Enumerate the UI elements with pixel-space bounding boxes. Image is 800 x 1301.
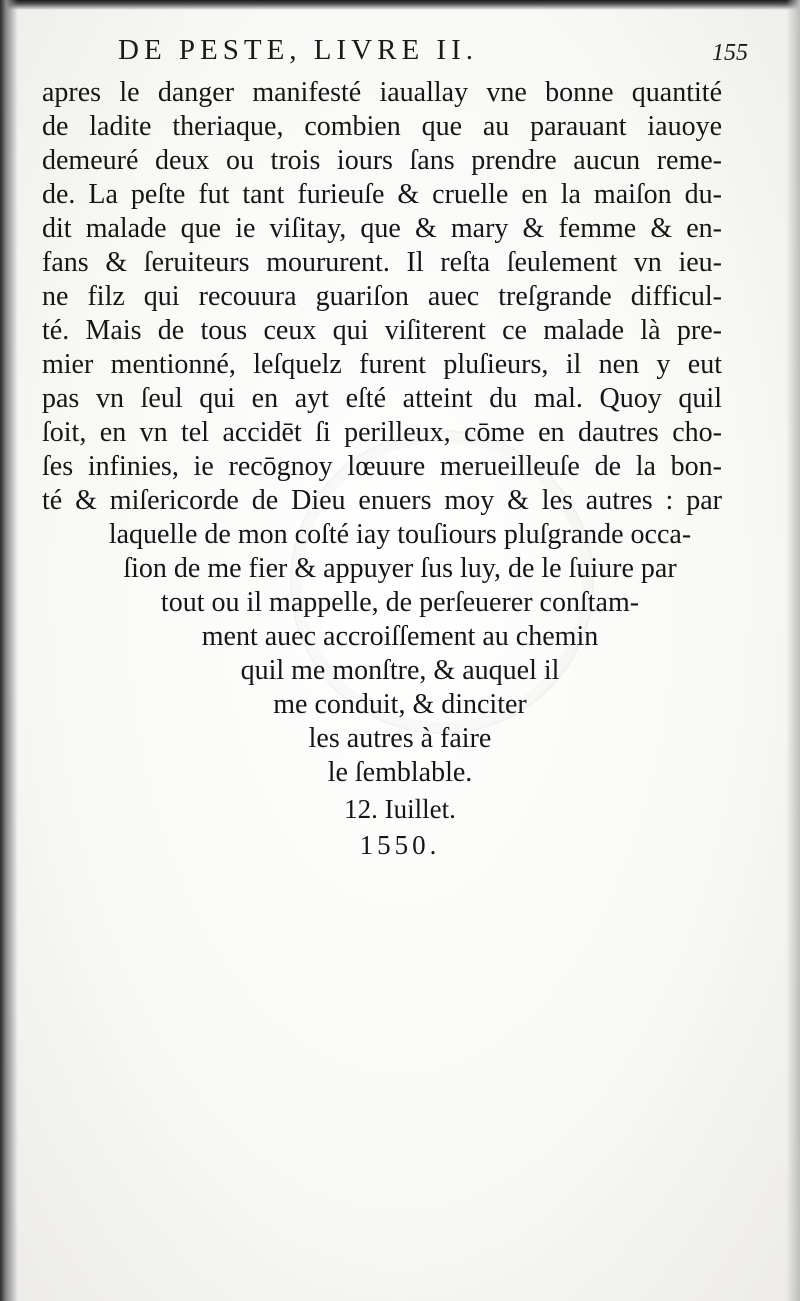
text-line-tapered: laquelle de mon coſté iay touſiours pluſgrande occa- [108,519,692,550]
text-line: pas vn ſeul qui en ayt eſté atteint du mal. Quoy quil [42,383,722,414]
text-line: té & miſericorde de Dieu enuers moy & les autres : par [42,485,722,516]
text-line: de. La peſte fut tant furieuſe & cruelle en la maiſon du- [42,179,722,210]
text-line: fans & ſeruiteurs moururent. Il reſta ſeulement vn ieu- [42,247,722,278]
text-line-tapered: ſion de me fier & appuyer ſus luy, de le ſuiure par [123,553,677,584]
text-line-tapered: tout ou il mappelle, de perſeuerer conſtam- [160,587,640,618]
page-number: 155 [712,40,748,66]
text-line: apres le danger manifesté iauallay vne bonne quantité [42,77,722,108]
running-title: DE PESTE, LIVRE II. [118,34,478,66]
text-line-tapered: les autres à faire [308,723,492,754]
text-line-tapered: ment auec accroiſſement au chemin [201,621,599,652]
text-line-tapered: quil me monſtre, & auquel il [240,655,560,686]
signature-date: 12. Iuillet. [344,794,456,824]
page-top-edge-shadow [0,0,800,10]
text-line: mier mentionné, leſquelz furent pluſieurs, il nen y eut [42,349,722,380]
text-line: dit malade que ie viſitay, que & mary & femme & en- [42,213,722,244]
text-line: ne filz qui recouura guariſon auec treſgrande difficul- [42,281,722,312]
text-line: ſes infinies, ie recōgnoy lœuure merueilleuſe de la bon- [42,451,722,482]
signature-year: 1550. [359,830,441,860]
text-line: té. Mais de tous ceux qui viſiterent ce malade là pre- [42,315,722,346]
text-line: de ladite theriaque, combien que au parauant iauoye [42,111,722,142]
text-line: demeuré deux ou trois iours ſans prendre aucun reme- [42,145,722,176]
page-header [0,34,800,74]
text-line-tapered: me conduit, & dinciter [273,689,527,720]
text-line-tapered: le ſemblable. [327,757,473,788]
text-line: ſoit, en vn tel accidēt ſi perilleux, cōme en dautres cho- [42,417,722,448]
